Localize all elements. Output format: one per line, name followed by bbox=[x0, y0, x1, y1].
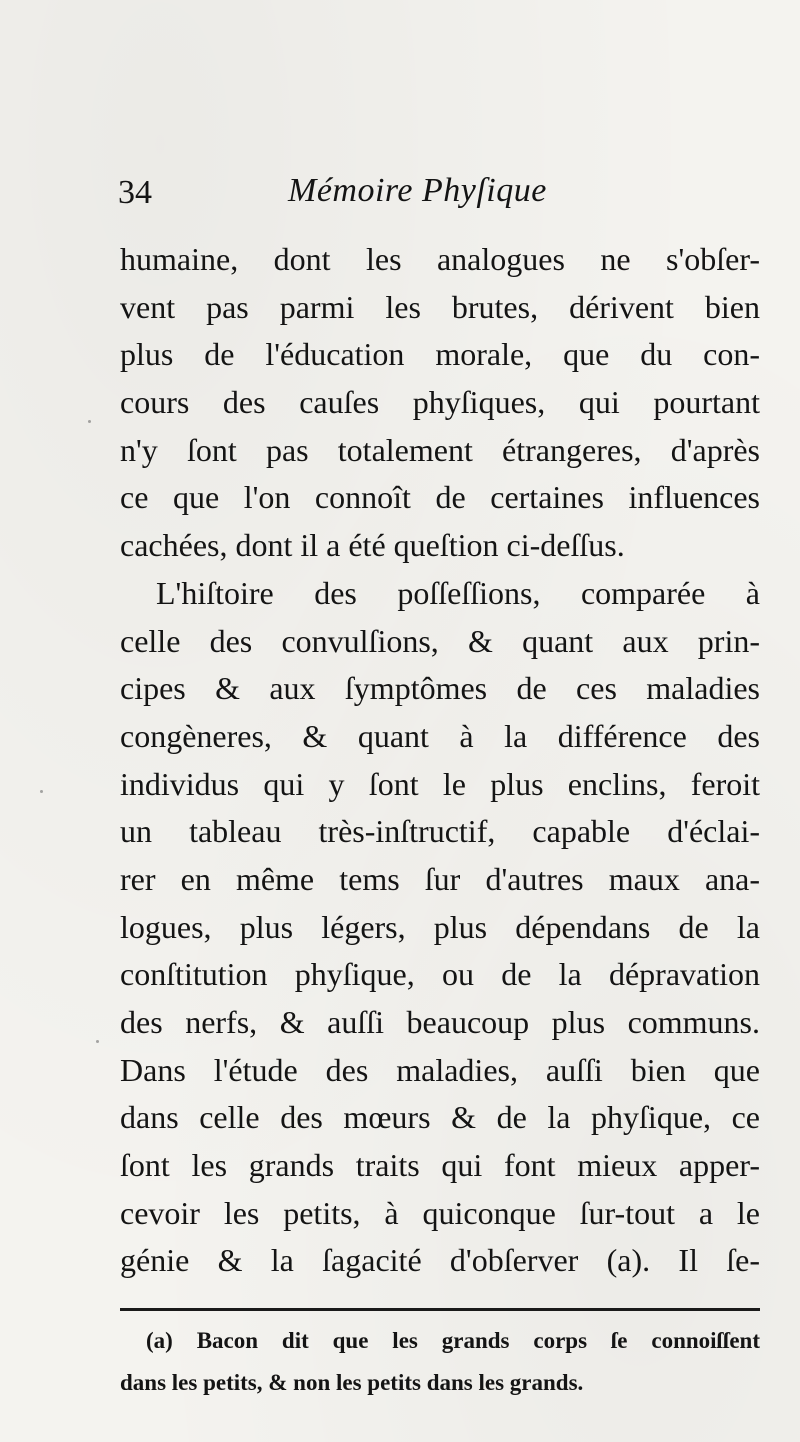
text-line: génie & la ſagacité d'obſerver (a). Il ſe- bbox=[120, 1242, 760, 1279]
page-header bbox=[118, 166, 758, 226]
text-line: celle des convulſions, & quant aux prin- bbox=[120, 622, 760, 659]
paper-speck bbox=[96, 1040, 99, 1043]
paper-speck bbox=[88, 420, 91, 423]
text-line: un tableau très-inſtructif, capable d'éclai- bbox=[120, 813, 760, 850]
text-line: conſtitution phyſique, ou de la dépravation bbox=[120, 956, 760, 993]
text-line: ſont les grands traits qui font mieux apper- bbox=[120, 1147, 760, 1184]
page-number: 34 bbox=[118, 174, 152, 211]
body-text bbox=[120, 236, 760, 1285]
footnote bbox=[120, 1320, 760, 1404]
text-line: plus de l'éducation morale, que du con- bbox=[120, 336, 760, 373]
running-title: Mémoire Phyſique bbox=[288, 172, 547, 209]
text-line: humaine, dont les analogues ne s'obſer- bbox=[120, 241, 760, 277]
text-line: n'y ſont pas totalement étrangeres, d'après bbox=[120, 431, 760, 468]
footnote-line: dans les petits, & non les petits dans les grands. bbox=[120, 1370, 584, 1395]
text-line: individus qui y ſont le plus enclins, feroit bbox=[120, 765, 760, 802]
text-line: vent pas parmi les brutes, dérivent bien bbox=[120, 288, 760, 325]
text-line: cipes & aux ſymptômes de ces maladies bbox=[120, 670, 760, 707]
text-line: Dans l'étude des maladies, auſſi bien que bbox=[120, 1051, 760, 1088]
text-line: cachées, dont il a été queſtion ci-deſſus. bbox=[120, 527, 625, 564]
paper-speck bbox=[40, 790, 43, 793]
text-line: logues, plus légers, plus dépendans de la bbox=[120, 908, 760, 945]
text-line: cevoir les petits, à quiconque ſur-tout a le bbox=[120, 1194, 760, 1231]
text-line: des nerfs, & auſſi beaucoup plus communs. bbox=[120, 1004, 760, 1040]
text-line: dans celle des mœurs & de la phyſique, ce bbox=[120, 1099, 760, 1136]
footnote-line: (a) Bacon dit que les grands corps ſe connoiſſent bbox=[146, 1328, 760, 1353]
text-line: cours des cauſes phyſiques, qui pourtant bbox=[120, 384, 760, 421]
footnote-rule bbox=[120, 1308, 760, 1311]
text-line: L'hiſtoire des poſſeſſions, comparée à bbox=[156, 574, 760, 611]
text-line: congèneres, & quant à la différence des bbox=[120, 717, 760, 754]
text-line: rer en même tems ſur d'autres maux ana- bbox=[120, 860, 760, 897]
text-line: ce que l'on connoît de certaines influences bbox=[120, 479, 760, 516]
